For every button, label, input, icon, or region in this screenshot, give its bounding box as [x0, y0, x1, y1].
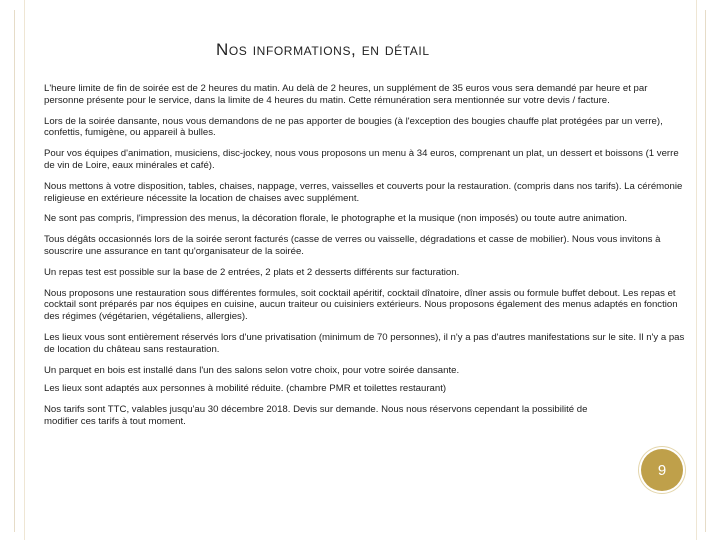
paragraph-test-meal: Un repas test est possible sur la base de 2 entrées, 2 plats et 2 desserts différents sur facturation.: [44, 266, 460, 278]
paragraph-equipment: Nous mettons à votre disposition, tables, chaises, nappage, verres, vaisselles et couverts pour la restauration. (compris dans nos tarifs). La cérémonie religieuse en extérieure nécessite la location de chaises avec supplément.: [44, 180, 683, 204]
paragraph-pricing: Nos tarifs sont TTC, valables jusqu'au 30 décembre 2018. Devis sur demande. Nous nous réservons cependant la possibilité de modifier ces tarifs à tout moment.: [44, 404, 588, 427]
page-title: Nos informations, en détail: [216, 40, 430, 59]
decorative-rule-right: [696, 0, 697, 540]
paragraph-catering: Nous proposons une restauration sous différentes formules, soit cocktail apéritif, cocktail dînatoire, dîner assis ou formule buffet debout. Les repas et cocktail sont préparés par nos équipes en cuisine, aucun traiteur ou cuisiniers extérieurs. Nous proposons également des menus adaptés en fonction des régimes (végétarien, végétaliens, allergies).: [44, 287, 678, 323]
paragraph-not-included: Ne sont pas compris, l'impression des menus, la décoration florale, le photographe et la musique (non imposés) ou toute autre animation.: [44, 213, 628, 225]
info-text-body: [44, 83, 688, 437]
paragraph-accessibility: Les lieux sont adaptés aux personnes à mobilité réduite. (chambre PMR et toilettes restaurant): [44, 383, 447, 395]
paragraph-prohibited-items: Lors de la soirée dansante, nous vous demandons de ne pas apporter de bougies (à l'exception des bougies chauffe plat protégées par un verre), confettis, fumigène, ou appareil à bulles.: [44, 115, 663, 139]
paragraph-dance-floor: Un parquet en bois est installé dans l'un des salons selon votre choix, pour votre soirée dansante.: [44, 364, 460, 376]
paragraph-closing-time: L'heure limite de fin de soirée est de 2 heures du matin. Au delà de 2 heures, un supplément de 35 euros vous sera demandé par heure et par personne présente pour le service, dans la limite de 4 heures du matin. Cette rémunération sera mentionnée sur votre devis / facture.: [44, 83, 648, 106]
paragraph-privatisation: Les lieux vous sont entièrement réservés lors d'une privatisation (minimum de 70 personnes), il n'y a pas d'autres manifestations sur le site. Il n'y a pas de location du château sans restauration.: [44, 331, 685, 355]
page-number-badge: 9: [641, 449, 683, 491]
paragraph-staff-menu: Pour vos équipes d'animation, musiciens, disc-jockey, nous vous proposons un menu à 34 euros, comprenant un plat, un dessert et boissons (1 verre de vin de Loire, eaux minérales et café).: [44, 148, 679, 171]
decorative-rule-left: [24, 0, 25, 540]
paragraph-damages: Tous dégâts occasionnés lors de la soirée seront facturés (casse de verres ou vaisselle, dégradations et casse de mobilier). Nous vous invitons à souscrire une assurance en tant qu'organisateur de la soirée.: [44, 234, 661, 257]
